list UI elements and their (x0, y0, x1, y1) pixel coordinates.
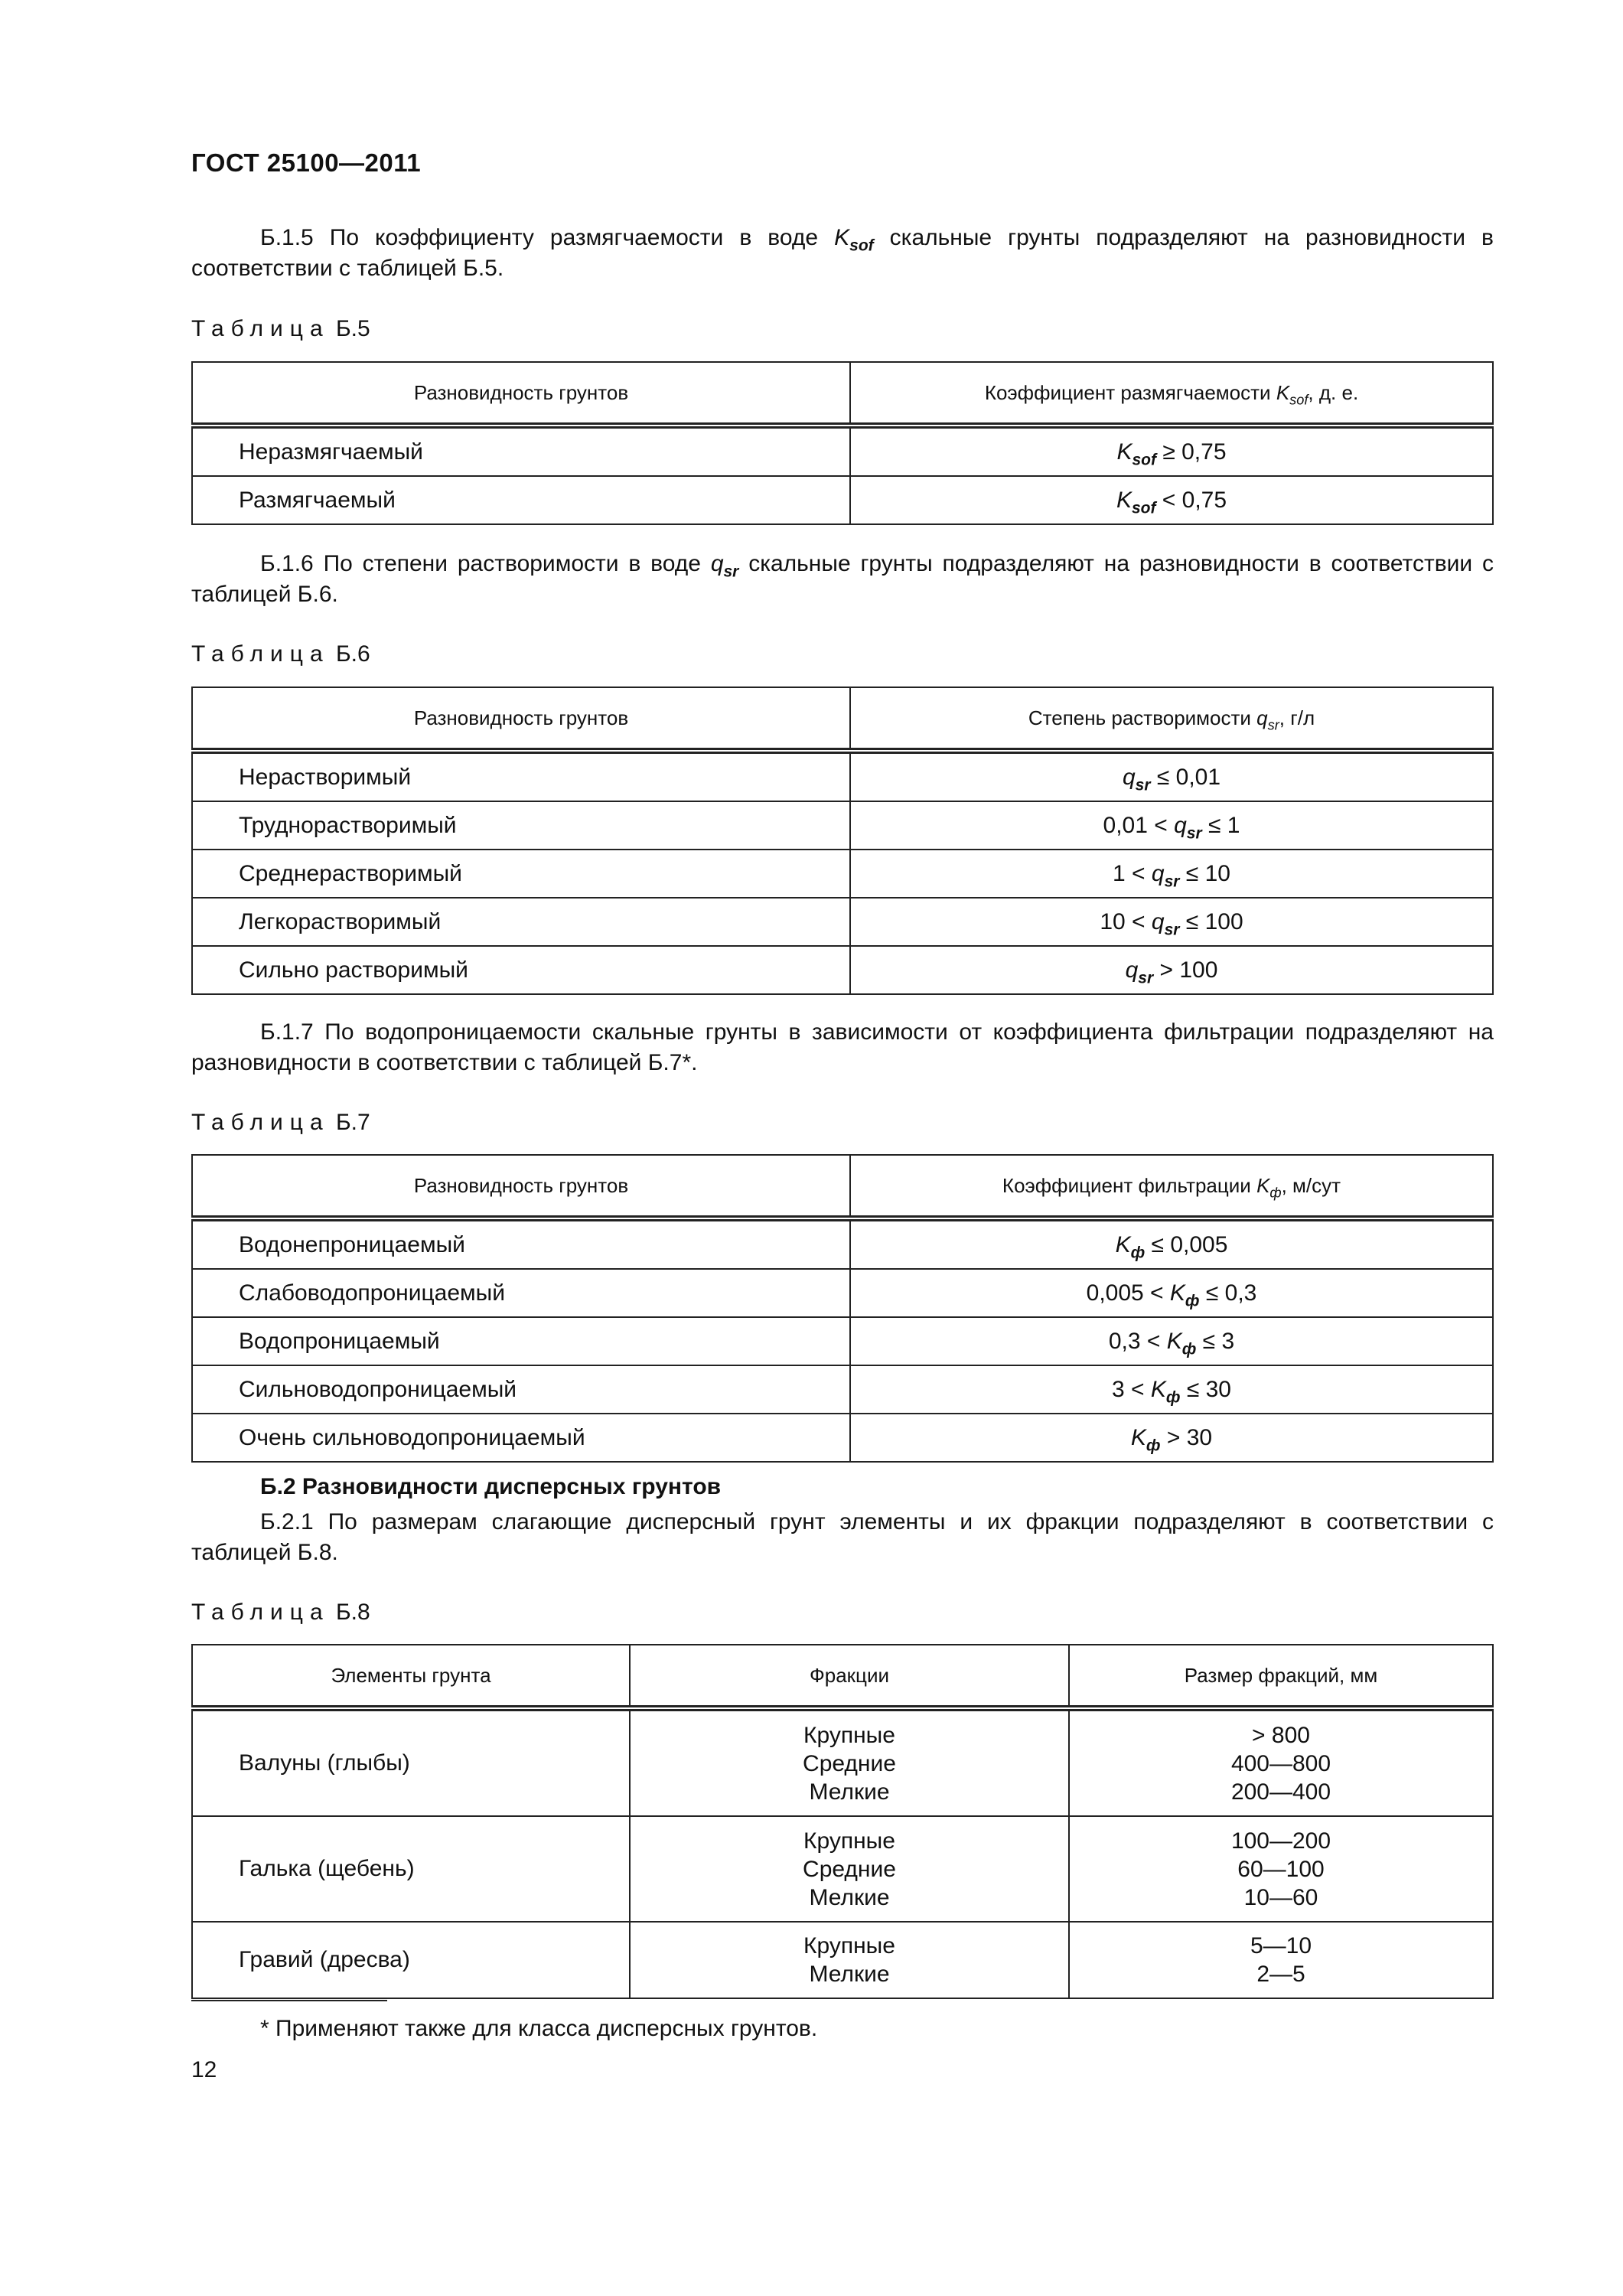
table-row: Легкорастворимый $10 < q_{sr} \le 100$ (192, 898, 1493, 946)
table-b5-header-coef: Коэффициент размягчаемости $K_{sof}$, д. е. (850, 362, 1493, 426)
footnote-divider (191, 2000, 387, 2001)
table-b6-header-type: Разновидность грунтов (192, 687, 850, 751)
table-row: Неразмягчаемый $K_{sof} \ge 0,75$ (192, 426, 1493, 476)
paragraph-b21: Б.2.1 По размерам слагающие дисперсный грунт элементы и их фракции подразделяют в соответствии с таблицей Б.8. (191, 1509, 1494, 1565)
table-b6 (191, 687, 1494, 995)
table-b5-caption: Таблица Б.5 (191, 316, 370, 341)
paragraph-b17: Б.1.7 По водопроницаемости скальные грунты в зависимости от коэффициента фильтрации подразделяют на разновидности в соответствии с таблицей Б.7*. (191, 1019, 1494, 1075)
table-b7-caption: Таблица Б.7 (191, 1110, 370, 1135)
table-b6-caption: Таблица Б.6 (191, 641, 370, 667)
table-b6-header-solubility: Степень растворимости $q_{sr}$, г/л (850, 687, 1493, 751)
table-row: Галька (щебень) Крупные Средние Мелкие 100—200 60—100 10—60 (192, 1816, 1493, 1922)
table-b7-header-type: Разновидность грунтов (192, 1155, 850, 1218)
table-b8-header-elements: Элементы грунта (192, 1645, 630, 1708)
table-row: Водопроницаемый $0,3 < K_ф \le 3$ (192, 1317, 1493, 1365)
table-row: Сильно растворимый $q_{sr} > 100$ (192, 946, 1493, 994)
table-row: Среднерастворимый $1 < q_{sr} \le 10$ (192, 850, 1493, 898)
table-b7 (191, 1154, 1494, 1463)
table-b5 (191, 361, 1494, 525)
paragraph-b15: Б.1.5 По коэффициенту размягчаемости в воде $K_{sof}$ скальные грунты подразделяют на разновидности в соответствии с таблицей Б.5. (191, 225, 1494, 281)
table-row: Сильноводопроницаемый $3 < K_ф \le 30$ (192, 1365, 1493, 1414)
table-row: Размягчаемый $K_{sof} < 0,75$ (192, 476, 1493, 524)
table-row: Водонепроницаемый $K_ф \le 0,005$ (192, 1218, 1493, 1269)
table-row: Гравий (дресва) Крупные Мелкие 5—10 2—5 (192, 1922, 1493, 1998)
document-header: ГОСТ 25100—2011 (191, 148, 422, 177)
page-number: 12 (191, 2057, 217, 2082)
paragraph-b16: Б.1.6 По степени растворимости в воде $q_{sr}$ скальные грунты подразделяют на разновидности в соответствии с таблицей Б.6. (191, 551, 1494, 607)
table-row: Очень сильноводопроницаемый $K_ф > 30$ (192, 1414, 1493, 1462)
table-row: Валуны (глыбы) Крупные Средние Мелкие > 800 400—800 200—400 (192, 1708, 1493, 1816)
table-b8 (191, 1644, 1494, 1999)
table-b7-header-filtration: Коэффициент фильтрации $K_ф$, м/сут (850, 1155, 1493, 1218)
table-b5-header-type: Разновидность грунтов (192, 362, 850, 426)
section-heading-b2: Б.2 Разновидности дисперсных грунтов (260, 1474, 722, 1499)
table-b8-header-size: Размер фракций, мм (1069, 1645, 1493, 1708)
table-b8-header-fractions: Фракции (630, 1645, 1069, 1708)
table-b8-caption: Таблица Б.8 (191, 1600, 370, 1625)
table-row: Нерастворимый $q_{sr} \le 0,01$ (192, 751, 1493, 801)
footnote: * Применяют также для класса дисперсных грунтов. (260, 2016, 818, 2041)
table-row: Слабоводопроницаемый $0,005 < K_ф \le 0,3$ (192, 1269, 1493, 1317)
table-row: Труднорастворимый $0,01 < q_{sr} \le 1$ (192, 801, 1493, 850)
